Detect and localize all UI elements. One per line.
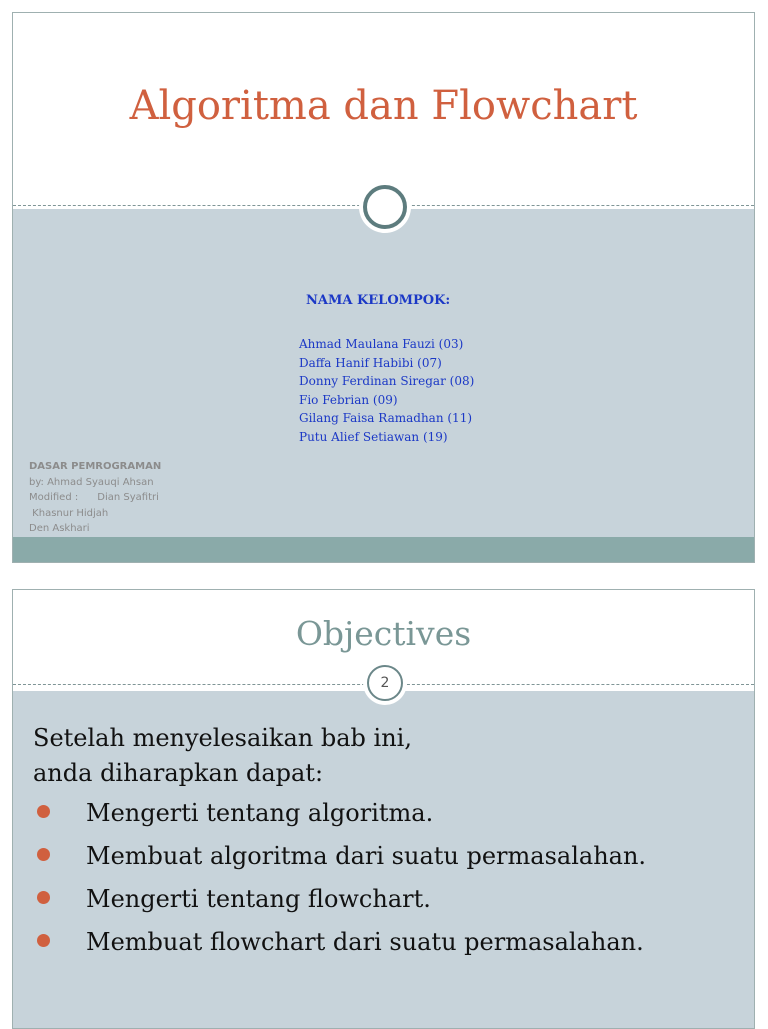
slide-title: Objectives: [295, 614, 472, 653]
slide-number-badge: 2: [367, 665, 403, 701]
objective-text: Mengerti tentang algoritma.: [86, 799, 434, 827]
slide-2: [12, 589, 755, 1029]
objective-item: [33, 838, 646, 881]
member-item: Donny Ferdinan Siregar (08): [299, 374, 475, 389]
member-item: Ahmad Maulana Fauzi (03): [299, 337, 464, 351]
member-item: Fio Febrian (09): [299, 392, 398, 407]
content-band: [13, 209, 754, 537]
objectives-list: [33, 795, 646, 967]
objective-text: Membuat algoritma dari suatu permasalahan.: [86, 842, 647, 870]
objective-text: Mengerti tentang flowchart.: [86, 885, 431, 913]
slide-1: [12, 12, 755, 563]
intro-line-2: anda diharapkan dapat:: [33, 759, 324, 787]
footer-bar: [13, 537, 754, 563]
group-heading: NAMA KELOMPOK:: [306, 293, 451, 308]
objective-item: [33, 795, 646, 838]
objective-item: [33, 881, 646, 924]
bullet-dot-icon: [37, 805, 50, 818]
intro-text: [33, 721, 412, 791]
credits-line-4: Den Askhari: [29, 523, 90, 534]
slide-title: Algoritma dan Flowchart: [129, 83, 638, 129]
credits-line-3: Khasnur Hidjah: [29, 507, 109, 519]
course-name: DASAR PEMROGRAMAN: [29, 461, 162, 472]
divider-circle-icon: [363, 185, 407, 229]
member-item: Putu Alief Setiawan (19): [299, 429, 448, 444]
bullet-dot-icon: [37, 891, 50, 904]
bullet-dot-icon: [37, 848, 50, 861]
author-line: by: Ahmad Syauqi Ahsan: [29, 476, 154, 488]
objective-text: Membuat flowchart dari suatu permasalahan.: [86, 928, 644, 956]
credits: [29, 459, 161, 537]
member-item: Daffa Hanif Habibi (07): [299, 355, 442, 370]
modified-line: Modified : Dian Syafitri: [29, 492, 159, 503]
intro-line-1: Setelah menyelesaikan bab ini,: [33, 724, 412, 752]
title-area: [13, 13, 754, 209]
objective-item: [33, 924, 646, 967]
bullet-dot-icon: [37, 934, 50, 947]
member-list: [299, 335, 474, 447]
member-item: Gilang Faisa Ramadhan (11): [299, 411, 473, 426]
